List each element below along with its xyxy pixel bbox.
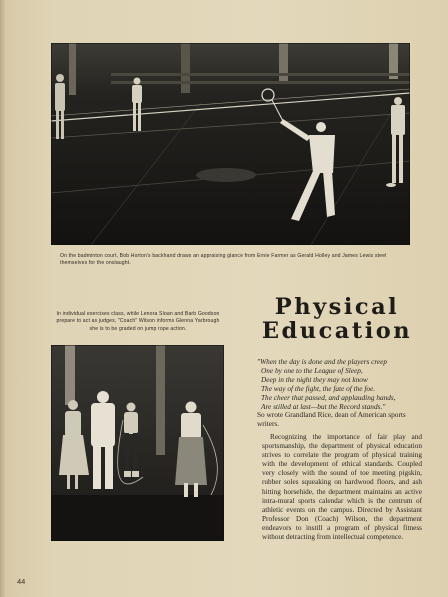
body-paragraph: Recognizing the importance of fair play and sportsmanship, the department of physical education strives to correlate the program of physical training with the development of ethical standards. Coupled very closely with the sound of toe meeting pigskin, rubber soles squeaking on hardwood floors, and ash hitting horsehide, the department maintains an active intra-mural sports calendar which is the centrum of athletic events on the campus. Directed by Assistant Professor Don (Coach) Wilson, the department endeavors to instill a program of physical fitness without detracting from intellectual competence. (262, 433, 422, 542)
jump-rope-photo (51, 345, 224, 541)
page-title-line-1: Physical (274, 294, 400, 320)
poem-line: The way of the fight, the fate of the foe. (261, 384, 376, 393)
badminton-caption: On the badminton court, Bob Horton's backhand draws an appraising glance from Ernie Farmer as Gerald Holley and James Lewis steel themselves for the onslaught. (60, 253, 387, 267)
badminton-photo-image (51, 43, 410, 245)
poem-line: Deep in the night they may not know (261, 375, 368, 384)
page-title-line-2: Education (261, 318, 413, 344)
poem-line: The cheer that passed, and applauding hands, (261, 393, 396, 402)
badminton-photo (51, 43, 410, 245)
poem-quote (257, 357, 422, 411)
page-number: 44 (17, 577, 26, 586)
poem-attribution: So wrote Grandland Rice, dean of American sports writers. (257, 410, 406, 428)
poem-line: One by one to the League of Sleep, (261, 366, 363, 375)
exercise-caption: In individual exercises class, while Lenora Sloan and Barb Goodson prepare to act as judges, "Coach" Wilson informs Glenna Yarbrough she is to be graded on jump rope action. (56, 311, 220, 332)
jump-rope-photo-image (51, 345, 224, 541)
page-binding-shadow (0, 0, 6, 597)
poem-line: "When the day is done and the players creep (257, 357, 388, 366)
poem-line: Are stilled at last—but the Record stands." (261, 402, 386, 411)
